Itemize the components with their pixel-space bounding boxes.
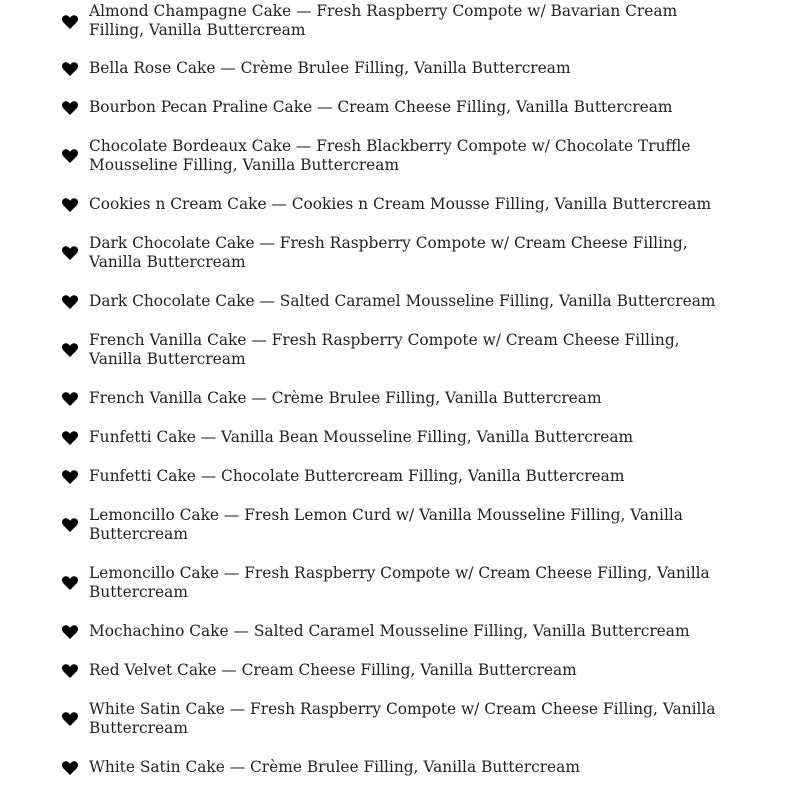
heart-icon (62, 198, 78, 212)
heart-icon (62, 576, 78, 590)
flavor-label: Lemoncillo Cake — Fresh Raspberry Compote w/ Cream Cheese Filling, Vanilla Buttercream (89, 564, 710, 601)
flavor-label: White Satin Cake — Fresh Raspberry Compote w/ Cream Cheese Filling, Vanilla Buttercream (89, 700, 716, 737)
flavor-label: French Vanilla Cake — Crème Brulee Filling, Vanilla Buttercream (89, 389, 602, 407)
flavor-label: Red Velvet Cake — Cream Cheese Filling, Vanilla Buttercream (89, 661, 577, 679)
flavor-label: Lemoncillo Cake — Fresh Lemon Curd w/ Vanilla Mousseline Filling, Vanilla Buttercream (89, 506, 683, 543)
heart-icon (62, 15, 78, 29)
flavor-label: Funfetti Cake — Chocolate Buttercream Filling, Vanilla Buttercream (89, 467, 625, 485)
flavor-label: Bourbon Pecan Praline Cake — Cream Cheese Filling, Vanilla Buttercream (89, 98, 673, 116)
flavor-label: Funfetti Cake — Vanilla Bean Mousseline Filling, Vanilla Buttercream (89, 428, 634, 446)
flavor-label: Bella Rose Cake — Crème Brulee Filling, Vanilla Buttercream (89, 59, 571, 77)
flavor-label: Dark Chocolate Cake — Fresh Raspberry Compote w/ Cream Cheese Filling, Vanilla Buttercream (89, 234, 688, 271)
heart-icon (62, 761, 78, 775)
heart-icon (62, 343, 78, 357)
flavor-label: Chocolate Bordeaux Cake — Fresh Blackberry Compote w/ Chocolate Truffle Mousseline Filling, Vanilla Buttercream (89, 137, 691, 174)
heart-icon (62, 149, 78, 163)
heart-icon (62, 62, 78, 76)
heart-icon (62, 625, 78, 639)
flavor-label: Dark Chocolate Cake — Salted Caramel Mousseline Filling, Vanilla Buttercream (89, 292, 716, 310)
heart-icon (62, 431, 78, 445)
heart-icon (62, 101, 78, 115)
heart-icon (62, 664, 78, 678)
heart-icon (62, 470, 78, 484)
heart-icon (62, 295, 78, 309)
flavor-label: French Vanilla Cake — Fresh Raspberry Compote w/ Cream Cheese Filling, Vanilla Buttercream (89, 331, 680, 368)
heart-icon (62, 246, 78, 260)
flavor-label: Almond Champagne Cake — Fresh Raspberry Compote w/ Bavarian Cream Filling, Vanilla Buttercream (89, 2, 678, 39)
heart-icon (62, 392, 78, 406)
heart-icon (62, 712, 78, 726)
flavor-label: Mochachino Cake — Salted Caramel Mousseline Filling, Vanilla Buttercream (89, 622, 690, 640)
flavor-label: White Satin Cake — Crème Brulee Filling, Vanilla Buttercream (89, 758, 580, 776)
flavor-label: Cookies n Cream Cake — Cookies n Cream Mousse Filling, Vanilla Buttercream (89, 195, 712, 213)
heart-icon (62, 518, 78, 532)
